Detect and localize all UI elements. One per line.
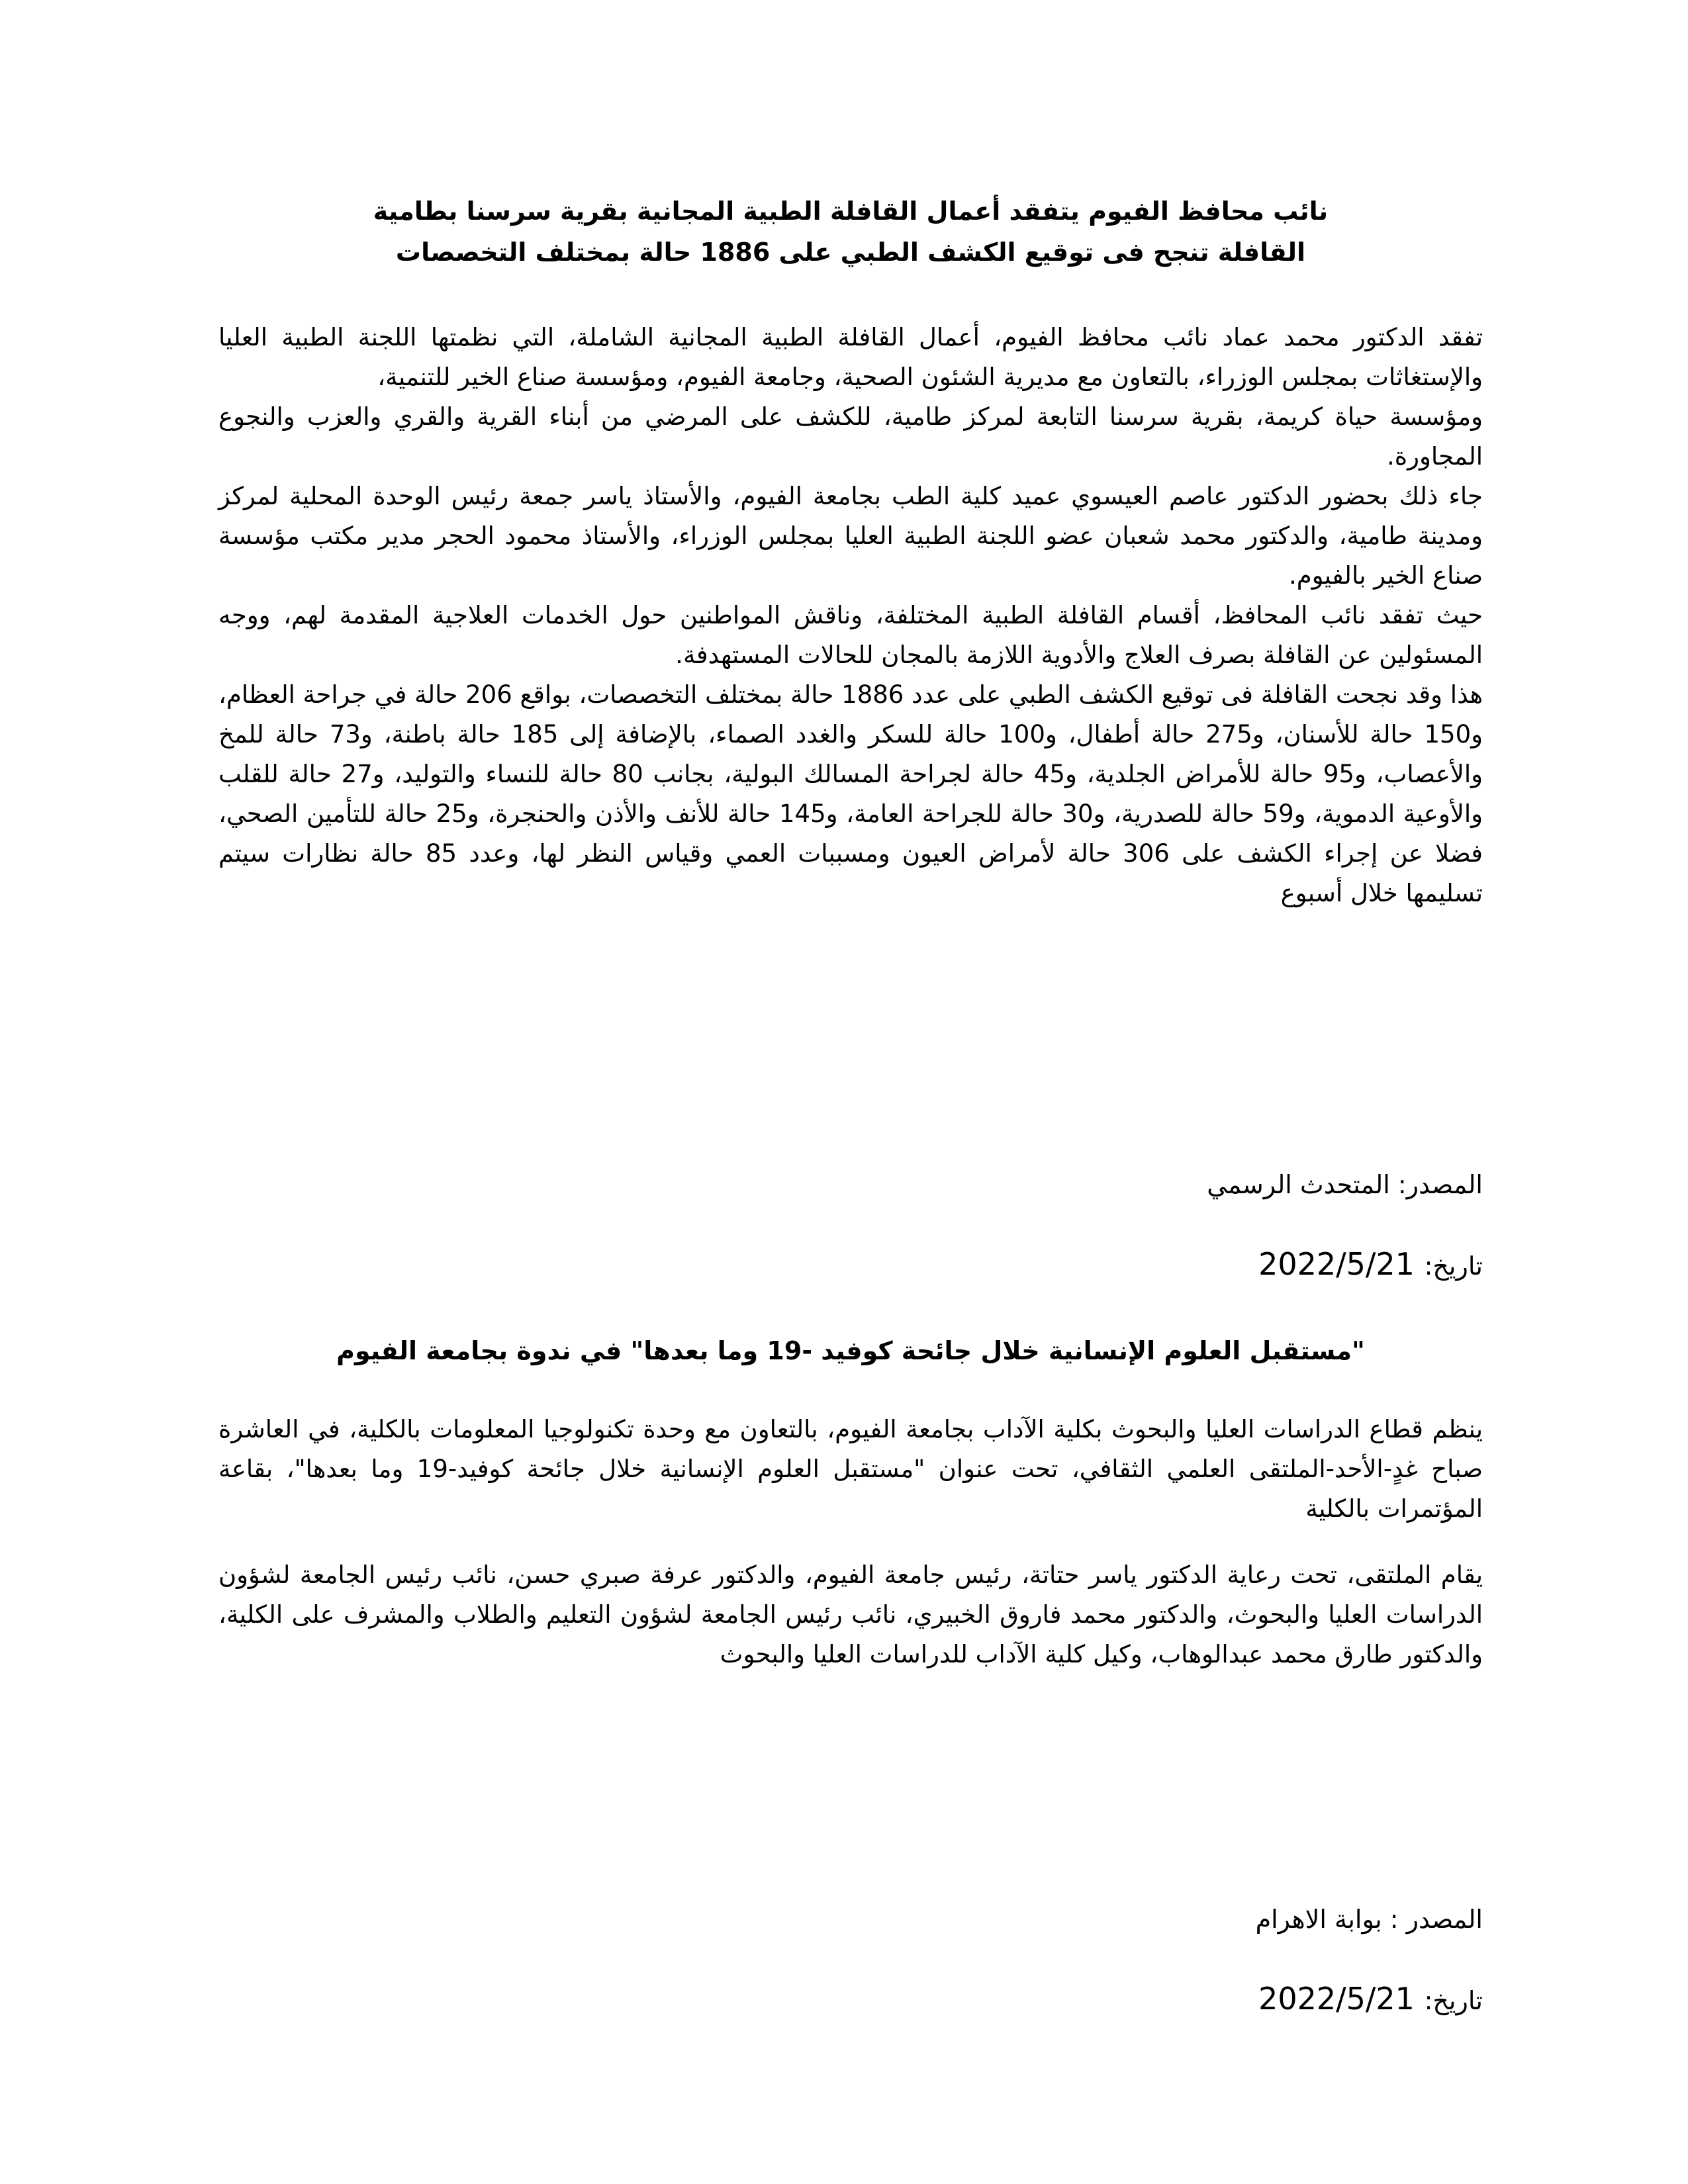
article1-title-line1: نائب محافظ الفيوم يتفقد أعمال القافلة الطبية المجانية بقرية سرسنا بطامية [373, 197, 1329, 226]
article2-date [218, 1976, 1483, 2024]
article2-body [218, 1410, 1483, 1674]
article1-paragraph: جاء ذلك بحضور الدكتور عاصم العيسوي عميد كلية الطب بجامعة الفيوم، والأستاذ ياسر جمعة رئيس الوحدة المحلية لمركز ومدينة طامية، والدكتور محمد شعبان عضو اللجنة الطبية العليا بمجلس الوزراء، والأستاذ محمود الحجر مدير مكتب مؤسسة صناع الخير بالفيوم. [218, 482, 1483, 590]
date-label: تاريخ: [1424, 1251, 1483, 1281]
article1-paragraph: ومؤسسة حياة كريمة، بقرية سرسنا التابعة لمركز طامية، للكشف على المرضي من أبناء القرية والقري والعزب والنجوع المجاورة. [218, 402, 1483, 471]
date-label: تاريخ: [1424, 1986, 1483, 2015]
article2-title: "مستقبل العلوم الإنسانية خلال جائحة كوفيد -19 وما بعدها" في ندوة بجامعة الفيوم [336, 1336, 1365, 1365]
article1-title-line2: القافلة تنجح فى توقيع الكشف الطبي على 1886 حالة بمختلف التخصصات [395, 238, 1306, 267]
article2-source: المصدر : بوابة الاهرام [1255, 1905, 1483, 1934]
article1-date [218, 1241, 1483, 1289]
article1-title [218, 191, 1483, 273]
date-value: 2022/5/21 [1258, 1246, 1415, 1282]
article1-paragraph: حيث تفقد نائب المحافظ، أقسام القافلة الطبية المختلفة، وناقش المواطنين حول الخدمات العلاجية المقدمة لهم، ووجه المسئولين عن القافلة بصرف العلاج والأدوية اللازمة بالمجان للحالات المستهدفة. [218, 601, 1483, 669]
article1-body [218, 318, 1483, 913]
article2-paragraph: يقام الملتقى، تحت رعاية الدكتور ياسر حتاتة، رئيس جامعة الفيوم، والدكتور عرفة صبري حسن، نائب رئيس الجامعة لشؤون الدراسات العليا والبحوث، والدكتور محمد فاروق الخبيري، نائب رئيس الجامعة لشؤون التعليم والطلاب والمشرف على الكلية، والدكتور طارق محمد عبدالوهاب، وكيل كلية الآداب للدراسات العليا والبحوث [218, 1561, 1483, 1668]
article1-paragraph: هذا وقد نجحت القافلة فى توقيع الكشف الطبي على عدد 1886 حالة بمختلف التخصصات، بواقع 206 حالة في جراحة العظام، و150 حالة للأسنان، و275 حالة أطفال، و100 حالة للسكر والغدد الصماء، بالإضافة إلى 185 حالة باطنة، و73 حالة للمخ والأعصاب، و95 حالة للأمراض الجلدية، و45 حالة لجراحة المسالك البولية، بجانب 80 حالة للنساء والتوليد، و27 حالة للقلب والأوعية الدموية، و59 حالة للصدرية، و30 حالة للجراحة العامة، و145 حالة للأنف والأذن والحنجرة، و25 حالة للتأمين الصحي، فضلا عن إجراء الكشف على 306 حالة لأمراض العيون ومسببات العمي وقياس النظر لها، وعدد 85 حالة نظارات سيتم تسليمها خلال أسبوع [218, 680, 1483, 907]
article1-source: المصدر: المتحدث الرسمي [1207, 1170, 1483, 1199]
date-value: 2022/5/21 [1258, 1981, 1415, 2017]
article2-paragraph: ينظم قطاع الدراسات العليا والبحوث بكلية الآداب بجامعة الفيوم، بالتعاون مع وحدة تكنولوجيا المعلومات بالكلية، في العاشرة صباح غدٍ-الأحد-الملتقى العلمي الثقافي، تحت عنوان "مستقبل العلوم الإنسانية خلال جائحة كوفيد-19 وما بعدها"، بقاعة المؤتمرات بالكلية [218, 1415, 1483, 1523]
article1-paragraph: تفقد الدكتور محمد عماد نائب محافظ الفيوم، أعمال القافلة الطبية المجانية الشاملة، التي نظمتها اللجنة الطبية العليا والإستغاثات بمجلس الوزراء، بالتعاون مع مديرية الشئون الصحية، وجامعة الفيوم، ومؤسسة صناع الخير للتنمية، [218, 323, 1483, 391]
